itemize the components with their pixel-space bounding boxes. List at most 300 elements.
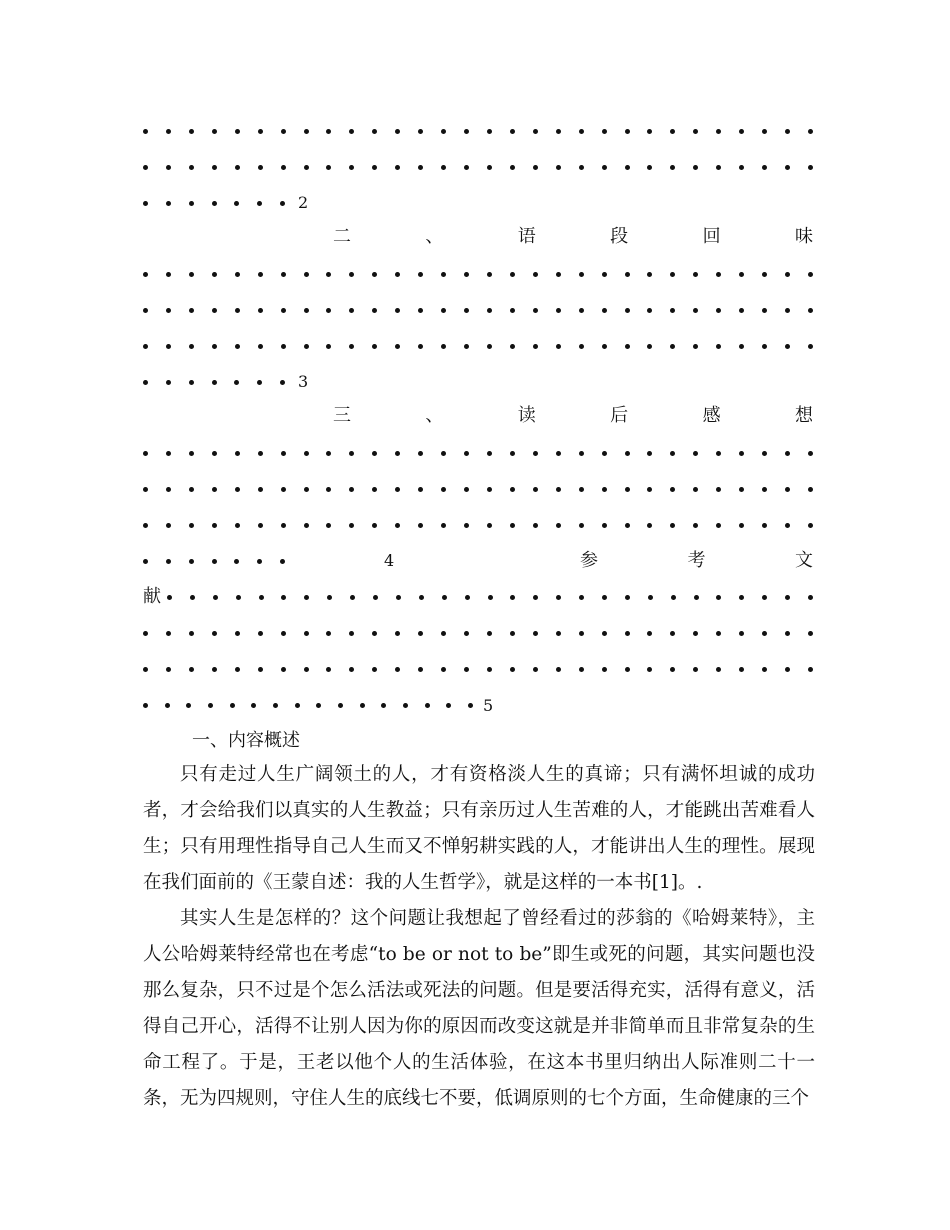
leader-dot [235, 631, 240, 636]
leader-dot [625, 487, 630, 492]
toc-title-char: 考 [687, 550, 706, 571]
leader-dot [762, 595, 767, 600]
leader-dot [166, 487, 171, 492]
leader-dot [326, 308, 331, 313]
leader-dot [808, 165, 813, 170]
leader-dot [395, 523, 400, 528]
leader-dot [418, 487, 423, 492]
leader-dot [372, 344, 377, 349]
leader-dot [625, 631, 630, 636]
leader-dot [143, 201, 148, 206]
leader-dot [372, 451, 377, 456]
toc-leader-dots [143, 703, 813, 709]
toc-leader-dots [143, 631, 813, 637]
leader-dot [213, 595, 218, 600]
leader-dot [230, 703, 235, 708]
leader-dot [510, 487, 515, 492]
toc-leader-dots [143, 487, 813, 493]
toc-leader-dots [143, 201, 813, 207]
toc-leader-dots [143, 129, 813, 135]
leader-dot [647, 631, 652, 636]
leader-dot [556, 308, 561, 313]
leader-dot [235, 667, 240, 672]
leader-dot [647, 129, 652, 134]
leader-dot [808, 129, 813, 134]
leader-dot [464, 487, 469, 492]
leader-dot [510, 344, 515, 349]
leader-dot [403, 703, 408, 708]
leader-dot [281, 129, 286, 134]
leader-dot [212, 129, 217, 134]
leader-dot [808, 595, 813, 600]
leader-dot [716, 523, 721, 528]
leader-dot [281, 344, 286, 349]
toc-title-char: 读 [517, 405, 536, 426]
leader-dot [487, 165, 492, 170]
toc-title-char: 文 [795, 550, 813, 571]
leader-dot [556, 272, 561, 277]
toc-title-char: 参 [580, 550, 598, 571]
leader-dot [762, 631, 767, 636]
leader-dot [648, 595, 653, 600]
leader-dot [579, 129, 584, 134]
leader-dot [670, 523, 675, 528]
leader-dot [235, 523, 240, 528]
toc-title-char: 后 [610, 405, 629, 426]
leader-dot [166, 559, 171, 564]
leader-dot [143, 631, 148, 636]
leader-dot [281, 165, 286, 170]
leader-dot [762, 308, 767, 313]
leader-dot [579, 165, 584, 170]
leader-dot [273, 703, 278, 708]
leader-dot [716, 487, 721, 492]
leader-dot [625, 129, 630, 134]
leader-dot [602, 272, 607, 277]
leader-dot [625, 308, 630, 313]
leader-dot [716, 667, 721, 672]
leader-dot [487, 451, 492, 456]
leader-dot [326, 667, 331, 672]
leader-dot [189, 201, 194, 206]
leader-dot [625, 523, 630, 528]
leader-dot [143, 129, 148, 134]
leader-dot [143, 165, 148, 170]
leader-dot [464, 129, 469, 134]
leader-dot [647, 272, 652, 277]
leader-dot [166, 667, 171, 672]
leader-dot [258, 451, 263, 456]
leader-dot [349, 667, 354, 672]
leader-dot [510, 631, 515, 636]
leader-dot [349, 129, 354, 134]
leader-dot [258, 344, 263, 349]
leader-dot [533, 272, 538, 277]
leader-dot [739, 667, 744, 672]
leader-dot [235, 129, 240, 134]
leader-dot [349, 631, 354, 636]
leader-dot [671, 595, 676, 600]
leader-dot [281, 667, 286, 672]
leader-dot [647, 308, 652, 313]
leader-dot [464, 451, 469, 456]
leader-dot [143, 451, 148, 456]
leader-dot [441, 272, 446, 277]
leader-dot [281, 451, 286, 456]
leader-dot [808, 487, 813, 492]
leader-dot [785, 523, 790, 528]
leader-dot [304, 631, 309, 636]
leader-dot [670, 344, 675, 349]
leader-dot [670, 631, 675, 636]
leader-dot [602, 487, 607, 492]
toc-leader-dots [167, 595, 813, 601]
leader-dot [808, 272, 813, 277]
leader-dot [602, 308, 607, 313]
leader-dot [533, 308, 538, 313]
leader-dot [166, 308, 171, 313]
leader-dot [212, 451, 217, 456]
toc-page-number: 3 [298, 372, 309, 391]
leader-dot [808, 451, 813, 456]
leader-dot [670, 487, 675, 492]
leader-dot [670, 667, 675, 672]
leader-dot [234, 201, 239, 206]
leader-dot [556, 523, 561, 528]
leader-dot [441, 487, 446, 492]
leader-dot [395, 344, 400, 349]
leader-dot [235, 344, 240, 349]
leader-dot [556, 129, 561, 134]
leader-dot [212, 487, 217, 492]
leader-dot [304, 308, 309, 313]
leader-dot [464, 344, 469, 349]
leader-dot [280, 201, 285, 206]
leader-dot [510, 523, 515, 528]
toc-leader-dots [143, 344, 813, 350]
leader-dot [212, 344, 217, 349]
leader-dot [625, 451, 630, 456]
leader-dot [418, 344, 423, 349]
leader-dot [395, 165, 400, 170]
leader-dot [808, 344, 813, 349]
leader-dot [670, 165, 675, 170]
leader-dot [425, 703, 430, 708]
toc-title-char: 回 [702, 226, 721, 247]
leader-dot [808, 667, 813, 672]
toc-page-number: 5 [483, 696, 494, 715]
leader-dot [326, 523, 331, 528]
leader-dot [533, 344, 538, 349]
leader-dot [143, 559, 148, 564]
leader-dot [258, 487, 263, 492]
leader-dot [235, 487, 240, 492]
leader-dot [441, 129, 446, 134]
leader-dot [234, 380, 239, 385]
leader-dot [693, 631, 698, 636]
leader-dot [338, 703, 343, 708]
leader-dot [326, 272, 331, 277]
leader-dot [304, 595, 309, 600]
leader-dot [372, 631, 377, 636]
leader-dot [441, 344, 446, 349]
leader-dot [739, 129, 744, 134]
leader-dot [465, 595, 470, 600]
leader-dot [464, 308, 469, 313]
leader-dot [510, 272, 515, 277]
toc-entry-title [333, 222, 813, 252]
leader-dot [257, 380, 262, 385]
leader-dot [464, 165, 469, 170]
leader-dot [693, 344, 698, 349]
leader-dot [280, 559, 285, 564]
leader-dot [487, 631, 492, 636]
leader-dot [670, 129, 675, 134]
leader-dot [235, 272, 240, 277]
leader-dot [235, 451, 240, 456]
leader-dot [762, 667, 767, 672]
leader-dot [716, 451, 721, 456]
leader-dot [602, 451, 607, 456]
toc-title-char: 语 [517, 226, 536, 247]
leader-dot [304, 165, 309, 170]
leader-dot [326, 165, 331, 170]
leader-dot [716, 344, 721, 349]
leader-dot [258, 667, 263, 672]
leader-dot [304, 272, 309, 277]
leader-dot [808, 308, 813, 313]
leader-dot [647, 523, 652, 528]
leader-dot [372, 523, 377, 528]
leader-dot [395, 308, 400, 313]
leader-dot [739, 344, 744, 349]
leader-dot [373, 595, 378, 600]
leader-dot [762, 487, 767, 492]
toc-leader-dots [143, 451, 813, 457]
leader-dot [418, 272, 423, 277]
leader-dot [694, 595, 699, 600]
section-body [143, 757, 815, 1117]
leader-dot [258, 308, 263, 313]
body-paragraph: 其实人生是怎样的？这个问题让我想起了曾经看过的莎翁的《哈姆莱特》，主人公哈姆莱特经常也在考虑“to be or not to be”即生或死的问题，其实问题也没那么复杂，只不过是个怎么活法或死法的问题。但是要活得充实，活得有意义，活得自己开心，活得不让别人因为你的原因而改变这就是并非简单而且非常复杂的生命工程了。于是，王老以他个人的生活体验，在这本书里归纳出人际准则二十一条，无为四规则，守住人生的底线七不要，低调原则的七个方面，生命健康的三个 [143, 908, 815, 1109]
leader-dot [647, 344, 652, 349]
leader-dot [189, 272, 194, 277]
leader-dot [234, 559, 239, 564]
leader-dot [251, 703, 256, 708]
leader-dot [579, 631, 584, 636]
leader-dot [556, 667, 561, 672]
leader-dot [189, 308, 194, 313]
leader-dot [670, 451, 675, 456]
leader-dot [258, 129, 263, 134]
leader-dot [349, 487, 354, 492]
leader-dot [257, 559, 262, 564]
leader-dot [418, 308, 423, 313]
toc-title-char: 献 [143, 586, 161, 607]
leader-dot [556, 344, 561, 349]
leader-dot [441, 308, 446, 313]
leader-dot [647, 451, 652, 456]
leader-dot [166, 344, 171, 349]
leader-dot [716, 165, 721, 170]
toc-leader-dots [143, 667, 813, 673]
leader-dot [442, 595, 447, 600]
leader-dot [212, 559, 217, 564]
leader-dot [579, 308, 584, 313]
leader-dot [602, 344, 607, 349]
leader-dot [372, 272, 377, 277]
leader-dot [186, 703, 191, 708]
leader-dot [143, 667, 148, 672]
toc-title-char: 感 [702, 405, 721, 426]
leader-dot [143, 272, 148, 277]
leader-dot [295, 703, 300, 708]
toc-page-number: 2 [298, 193, 309, 212]
leader-dot [625, 344, 630, 349]
leader-dot [304, 667, 309, 672]
leader-dot [316, 703, 321, 708]
leader-dot [212, 380, 217, 385]
leader-dot [785, 272, 790, 277]
leader-dot [189, 559, 194, 564]
toc-title-char: 三 [333, 405, 351, 426]
leader-dot [625, 165, 630, 170]
toc-leader-dots [143, 523, 813, 529]
leader-dot [372, 308, 377, 313]
leader-dot [579, 344, 584, 349]
leader-dot [257, 201, 262, 206]
leader-dot [258, 631, 263, 636]
leader-dot [167, 595, 172, 600]
leader-dot [785, 667, 790, 672]
leader-dot [327, 595, 332, 600]
leader-dot [693, 487, 698, 492]
leader-dot [647, 165, 652, 170]
leader-dot [693, 451, 698, 456]
leader-dot [304, 129, 309, 134]
leader-dot [739, 165, 744, 170]
leader-dot [468, 703, 473, 708]
leader-dot [556, 595, 561, 600]
leader-dot [762, 165, 767, 170]
leader-dot [326, 631, 331, 636]
leader-dot [602, 165, 607, 170]
leader-dot [533, 129, 538, 134]
leader-dot [189, 523, 194, 528]
leader-dot [189, 165, 194, 170]
leader-dot [533, 165, 538, 170]
leader-dot [739, 595, 744, 600]
toc-leader-dots [143, 272, 813, 278]
leader-dot [441, 165, 446, 170]
leader-dot [396, 595, 401, 600]
leader-dot [510, 595, 515, 600]
leader-dot [716, 308, 721, 313]
leader-dot [189, 667, 194, 672]
leader-dot [280, 380, 285, 385]
leader-dot [579, 523, 584, 528]
leader-dot [602, 631, 607, 636]
toc-entry-title [333, 401, 813, 431]
leader-dot [326, 451, 331, 456]
leader-dot [281, 631, 286, 636]
leader-dot [281, 595, 286, 600]
leader-dot [395, 487, 400, 492]
leader-dot [716, 129, 721, 134]
leader-dot [189, 344, 194, 349]
leader-dot [441, 523, 446, 528]
leader-dot [143, 380, 148, 385]
leader-dot [510, 308, 515, 313]
leader-dot [625, 272, 630, 277]
leader-dot [212, 523, 217, 528]
leader-dot [419, 595, 424, 600]
leader-dot [235, 165, 240, 170]
leader-dot [487, 344, 492, 349]
section-heading: 一、内容概述 [192, 730, 300, 751]
leader-dot [487, 523, 492, 528]
leader-dot [602, 667, 607, 672]
leader-dot [208, 703, 213, 708]
leader-dot [693, 165, 698, 170]
leader-dot [785, 344, 790, 349]
leader-dot [670, 308, 675, 313]
leader-dot [326, 487, 331, 492]
leader-dot [212, 667, 217, 672]
body-paragraph: 只有走过人生广阔领土的人，才有资格淡人生的真谛；只有满怀坦诚的成功者，才会给我们以真实的人生教益；只有亲历过人生苦难的人，才能跳出苦难看人生；只有用理性指导自己人生而又不惮躬耕实践的人，才能讲出人生的理性。展现在我们面前的《王蒙自述：我的人生哲学》，就是这样的一本书[1]。. [143, 764, 815, 893]
leader-dot [693, 523, 698, 528]
leader-dot [487, 308, 492, 313]
leader-dot [785, 165, 790, 170]
leader-dot [647, 667, 652, 672]
leader-dot [510, 165, 515, 170]
leader-dot [349, 451, 354, 456]
leader-dot [533, 451, 538, 456]
leader-dot [464, 667, 469, 672]
leader-dot [349, 308, 354, 313]
leader-dot [762, 451, 767, 456]
leader-dot [395, 667, 400, 672]
leader-dot [556, 451, 561, 456]
leader-dot [556, 165, 561, 170]
leader-dot [166, 272, 171, 277]
leader-dot [395, 129, 400, 134]
leader-dot [579, 451, 584, 456]
leader-dot [441, 631, 446, 636]
leader-dot [464, 523, 469, 528]
leader-dot [533, 523, 538, 528]
leader-dot [166, 451, 171, 456]
leader-dot [349, 523, 354, 528]
leader-dot [372, 165, 377, 170]
toc-leader-dots [143, 165, 813, 171]
leader-dot [166, 523, 171, 528]
leader-dot [235, 308, 240, 313]
toc-title-char: 、 [425, 226, 444, 247]
leader-dot [716, 595, 721, 600]
leader-dot [395, 451, 400, 456]
leader-dot [579, 272, 584, 277]
leader-dot [372, 487, 377, 492]
leader-dot [259, 595, 264, 600]
leader-dot [372, 129, 377, 134]
leader-dot [189, 631, 194, 636]
leader-dot [165, 703, 170, 708]
leader-dot [693, 667, 698, 672]
leader-dot [395, 631, 400, 636]
leader-dot [189, 451, 194, 456]
leader-dot [236, 595, 241, 600]
